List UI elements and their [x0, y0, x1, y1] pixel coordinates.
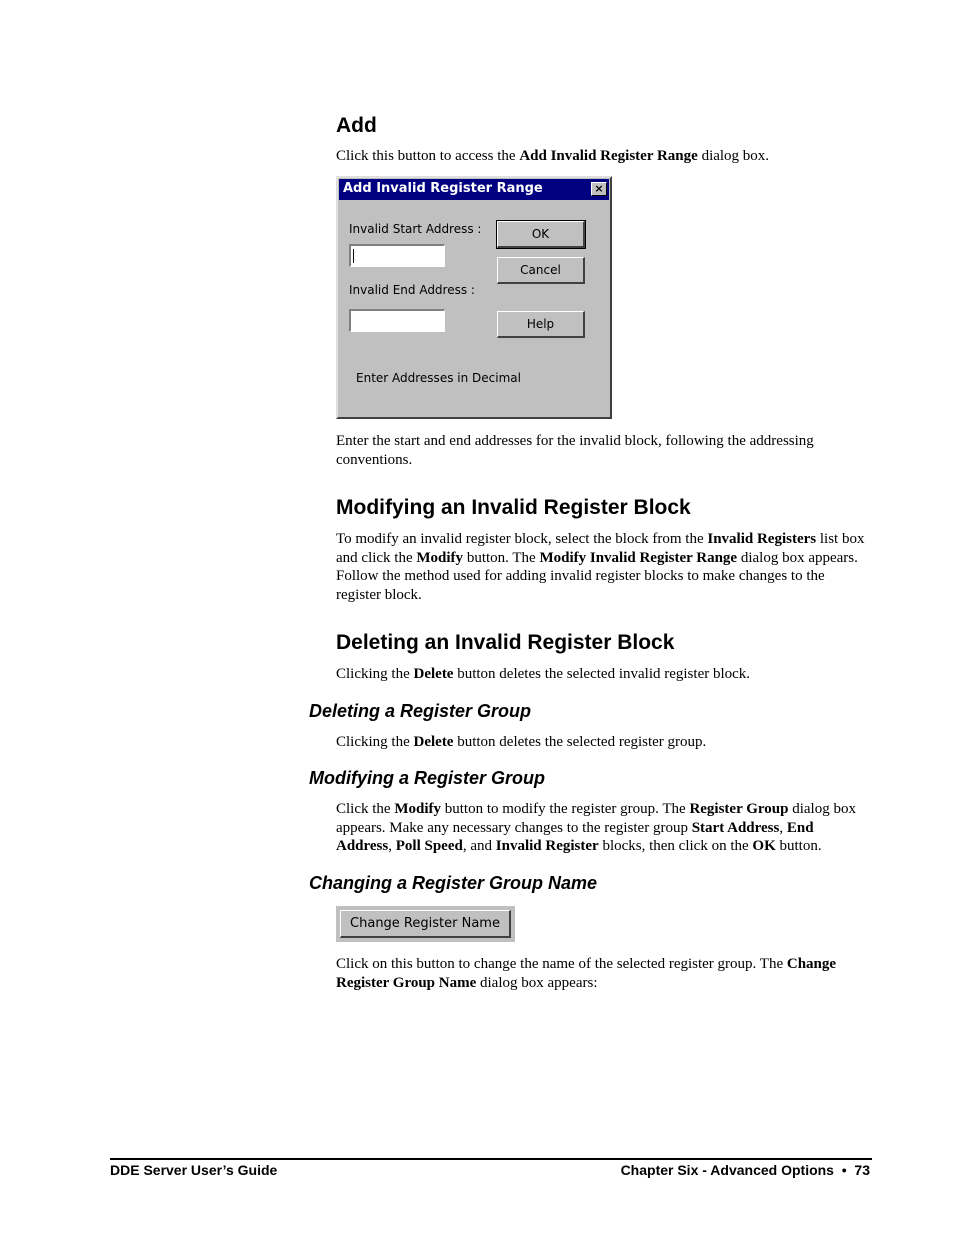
- heading-change-name: Changing a Register Group Name: [309, 873, 598, 893]
- modify-group-text: Click the Modify button to modify the register group. The Register Group dialog box appears. Make any necessary changes to the register group Start Address, End Address, Poll Speed, and Invalid Register blocks, then click on the OK button.: [336, 801, 856, 855]
- text-caret: [353, 249, 354, 263]
- start-address-input[interactable]: [349, 244, 445, 267]
- heading-modify-block: Modifying an Invalid Register Block: [336, 496, 691, 519]
- add-invalid-register-range-dialog: [336, 176, 612, 419]
- change-register-name-button[interactable]: Change Register Name: [340, 910, 511, 938]
- heading-delete-block: Deleting an Invalid Register Block: [336, 631, 675, 654]
- cancel-button[interactable]: Cancel: [497, 257, 585, 284]
- close-icon[interactable]: ×: [591, 182, 607, 196]
- add-intro: Click this button to access the Add Invalid Register Range dialog box.: [336, 148, 770, 164]
- dialog-titlebar: [339, 179, 609, 200]
- footer-rule: [110, 1158, 872, 1160]
- change-register-name-screenshot: [336, 906, 515, 942]
- ok-button[interactable]: OK: [497, 221, 585, 248]
- modify-block-text: To modify an invalid register block, select the block from the Invalid Registers list box and click the Modify button. The Modify Invalid Register Range dialog box appears. Follow the method used for adding invalid register blocks to make changes to the register block.: [336, 531, 865, 603]
- heading-add: Add: [336, 114, 377, 137]
- change-name-text: Click on this button to change the name of the selected register group. The Change Register Group Name dialog box appears:: [336, 956, 837, 991]
- dialog-title: Add Invalid Register Range: [343, 181, 543, 196]
- delete-block-text: Clicking the Delete button deletes the selected invalid register block.: [336, 666, 751, 682]
- footer-right: Chapter Six - Advanced Options • 73: [620, 1162, 870, 1178]
- delete-group-text: Clicking the Delete button deletes the selected register group.: [336, 734, 707, 750]
- decimal-note: Enter Addresses in Decimal: [356, 371, 521, 385]
- heading-delete-group: Deleting a Register Group: [309, 701, 532, 721]
- end-address-input[interactable]: [349, 309, 445, 332]
- help-button[interactable]: Help: [497, 311, 585, 338]
- start-address-label: Invalid Start Address :: [349, 222, 482, 236]
- end-address-label: Invalid End Address :: [349, 283, 475, 297]
- after-dialog-text: Enter the start and end addresses for the invalid block, following the addressing conventions.: [336, 433, 814, 468]
- footer-left: DDE Server User’s Guide: [110, 1162, 278, 1178]
- heading-modify-group: Modifying a Register Group: [309, 768, 546, 788]
